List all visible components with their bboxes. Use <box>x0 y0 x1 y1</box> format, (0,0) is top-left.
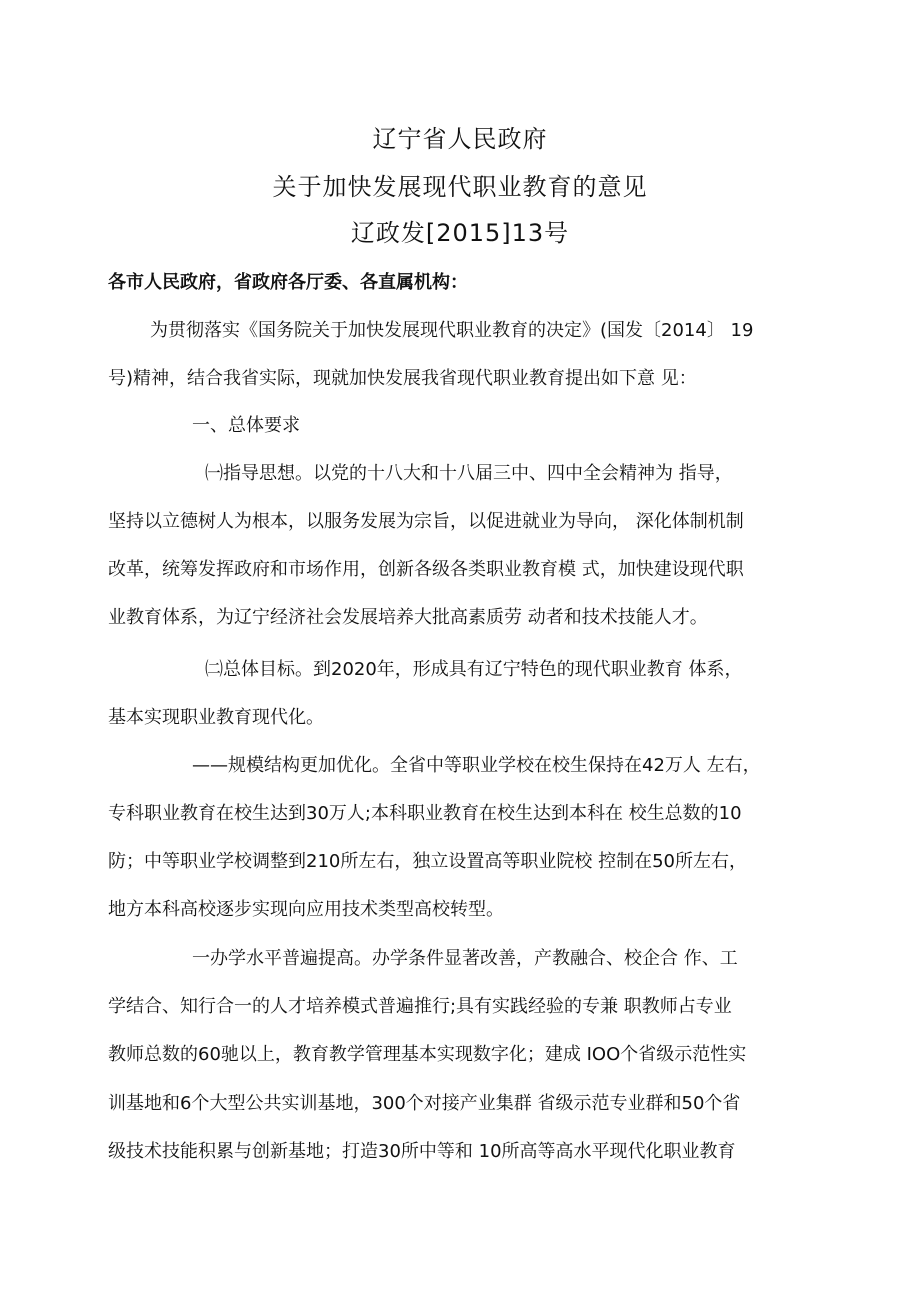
text-line: 基本实现职业教育现代化。 <box>108 707 324 728</box>
title-issuer: 辽宁省人民政府 <box>372 125 548 153</box>
text-line: ㈠指导思想。以党的十八大和十八届三中、四中全会精神为 指导， <box>205 463 733 484</box>
text-line: 坚持以立德树人为根本，以服务发展为宗旨，以促进就业为导向， 深化体制机制 <box>108 511 744 532</box>
text-line: ——规模结构更加优化。全省中等职业学校在校生保持在42万人 左右， <box>192 755 761 776</box>
text-line: 专科职业教育在校生达到30万人;本科职业教育在校生达到本科在 校生总数的10 <box>108 803 742 824</box>
text-line: 防；中等职业学校调整到210所左右，独立设置高等职业院校 控制在50所左右， <box>108 851 747 872</box>
salutation: 各市人民政府，省政府各厅委、各直属机构： <box>108 272 468 293</box>
text-line: 业教育体系，为辽宁经济社会发展培养大批高素质劳 动者和技术技能人才。 <box>108 607 708 628</box>
text-line: 训基地和6个大型公共实训基地，300个对接产业集群 省级示范专业群和50个省 <box>108 1093 741 1114</box>
document-number: 辽政发[2015]13号 <box>350 219 570 247</box>
text-line: 学结合、知行合一的人才培养模式普遍推行;具有实践经验的专兼 职教师占专业 <box>108 996 732 1017</box>
text-line: 教师总数的60驰以上，教育教学管理基本实现数字化；建成 IOO个省级示范性实 <box>108 1044 747 1065</box>
section-heading: 一、总体要求 <box>192 415 300 436</box>
text-line: 号)精神，结合我省实际，现就加快发展我省现代职业教育提出如下意 见： <box>108 368 697 389</box>
text-line: 为贯彻落实《国务院关于加快发展现代职业教育的决定》(国发〔2014〕 19 <box>150 320 754 341</box>
text-line: 改革，统筹发挥政府和市场作用，创新各级各类职业教育模 式，加快建设现代职 <box>108 559 744 580</box>
title-subject: 关于加快发展现代职业教育的意见 <box>272 173 648 201</box>
text-line: 地方本科高校逐步实现向应用技术类型高校转型。 <box>108 899 504 920</box>
text-line: 一办学水平普遍提高。办学条件显著改善，产教融合、校企合 作、工 <box>192 948 738 969</box>
text-line: ㈡总体目标。到2020年，形成具有辽宁特色的现代职业教育 体系， <box>205 659 743 680</box>
text-line: 级技术技能积累与创新基地；打造30所中等和 10所高等高水平现代化职业教育 <box>108 1141 736 1162</box>
